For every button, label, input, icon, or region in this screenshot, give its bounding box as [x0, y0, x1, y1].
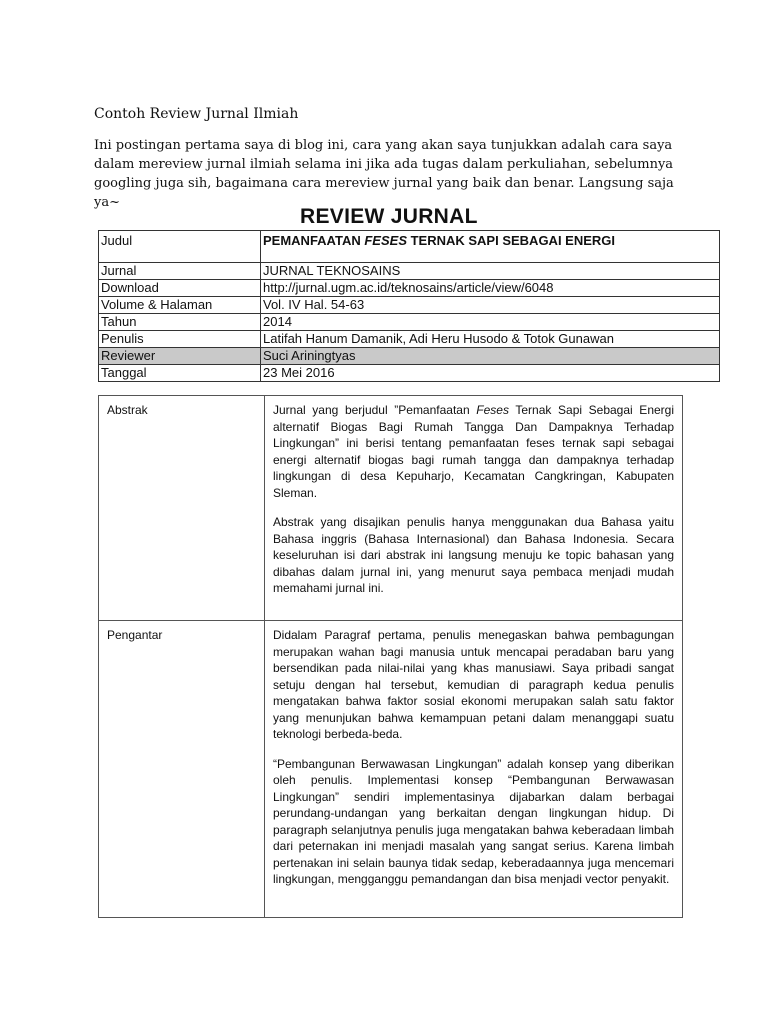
- abstrak-p1-pre: Jurnal yang berjudul ”Pemanfaatan: [273, 403, 477, 417]
- pengantar-paragraph-2: “Pembangunan Berwawasan Lingkungan” adalah konsep yang diberikan oleh penulis. Implementasi konsep “Pembangunan Berwawasan Lingkungan” sendiri implementasinya dijabarkan dalam berbagai perundang-undangan yang berkaitan dengan lingkungan hidup. Di paragraph selanjutnya penulis juga mengatakan bahwa keberadaan limbah dari peternakan ini menjadi masalah yang sangat serius. Karena limbah pertenakan ini selain baunya tidak sedap, keberadaannya juga mencemari lingkungan, mengganggu pemandangan dan bisa menjadi vector penyakit.: [273, 756, 674, 886]
- section-abstrak: [99, 396, 683, 621]
- info-value: Suci Ariningtyas: [261, 348, 720, 365]
- abstrak-p1-post: Ternak Sapi Sebagai Energi alternatif Biogas Bagi Rumah Tangga Dan Dampaknya Terhadap Lingkungan” ini berisi tentang pemanfaatan feses ternak sapi sebagai energi alternatif biogas bagi rumah tangga dan dampaknya terhadap lingkungan di desa Kepuharjo, Kecamatan Cangkringan, Kabupaten Sleman.: [273, 403, 674, 500]
- review-heading: REVIEW JURNAL: [300, 205, 478, 228]
- info-row-tahun: [99, 314, 720, 331]
- info-value: 23 Mei 2016: [261, 365, 720, 382]
- pengantar-paragraph-1: Didalam Paragraf pertama, penulis menegaskan bahwa pembagungan merupakan wahan bagi manusia untuk mencapai peradaban baru yang bersendikan pada nilai-nilai yang khas manusiawi. Saya pribadi sangat setuju dengan hal tersebut, kemudian di paragraph kedua penulis mengatakan bahwa faktor sosial ekonomi merupakan salah satu faktor yang menunjukan bahwa kemampuan petani dalam menanggapi suatu teknologi berbeda-beda.: [273, 628, 674, 741]
- info-row-download: [99, 280, 720, 297]
- info-label: Judul: [99, 231, 261, 263]
- info-label: Jurnal: [99, 263, 261, 280]
- info-value: Vol. IV Hal. 54-63: [261, 297, 720, 314]
- section-pengantar: [99, 621, 683, 918]
- abstrak-p1-italic: Feses: [476, 403, 509, 417]
- review-table: [98, 395, 683, 918]
- journal-info-table: [98, 230, 720, 382]
- info-label: Tanggal: [99, 365, 261, 382]
- info-label: Tahun: [99, 314, 261, 331]
- page-title: Contoh Review Jurnal Ilmiah: [94, 106, 299, 122]
- info-value: JURNAL TEKNOSAINS: [261, 263, 720, 280]
- info-label: Reviewer: [99, 348, 261, 365]
- info-value: 2014: [261, 314, 720, 331]
- section-label: Abstrak: [99, 396, 265, 621]
- info-row-judul: [99, 231, 720, 263]
- info-row-tanggal: [99, 365, 720, 382]
- judul-text-pre: PEMANFAATAN: [263, 233, 365, 248]
- section-label: Pengantar: [99, 621, 265, 918]
- info-value: Latifah Hanum Damanik, Adi Heru Husodo & Totok Gunawan: [261, 331, 720, 348]
- intro-paragraph: [94, 136, 694, 212]
- info-label: Volume & Halaman: [99, 297, 261, 314]
- info-row-volume: [99, 297, 720, 314]
- judul-text-post: TERNAK SAPI SEBAGAI ENERGI: [406, 233, 616, 248]
- section-body-pengantar: [265, 621, 683, 918]
- download-link[interactable]: http://jurnal.ugm.ac.id/teknosains/article/view/6048: [261, 280, 720, 297]
- abstrak-paragraph-1: [273, 402, 674, 501]
- intro-text: Ini postingan pertama saya di blog ini, cara yang akan saya tunjukkan adalah cara saya dalam mereview jurnal ilmiah selama ini jika ada tugas dalam perkuliahan, sebelumnya googling juga sih, bagaimana cara mereview jurnal yang baik dan benar. Langsung saja ya~: [94, 138, 674, 210]
- section-body-abstrak: [265, 396, 683, 621]
- info-row-reviewer: [99, 348, 720, 365]
- info-row-penulis: [99, 331, 720, 348]
- info-value-judul: [261, 231, 720, 263]
- abstrak-paragraph-2: Abstrak yang disajikan penulis hanya menggunakan dua Bahasa yaitu Bahasa inggris (Bahasa Internasional) dan Bahasa Indonesia. Secara keseluruhan isi dari abstrak ini langsung menuju ke topic bahasan yang dibahas dalam jurnal ini, yang menurut saya pembaca menjadi mudah memahami jurnal ini.: [273, 515, 674, 595]
- info-label: Penulis: [99, 331, 261, 348]
- info-label: Download: [99, 280, 261, 297]
- judul-text-italic: FESES: [364, 233, 407, 248]
- info-row-jurnal: [99, 263, 720, 280]
